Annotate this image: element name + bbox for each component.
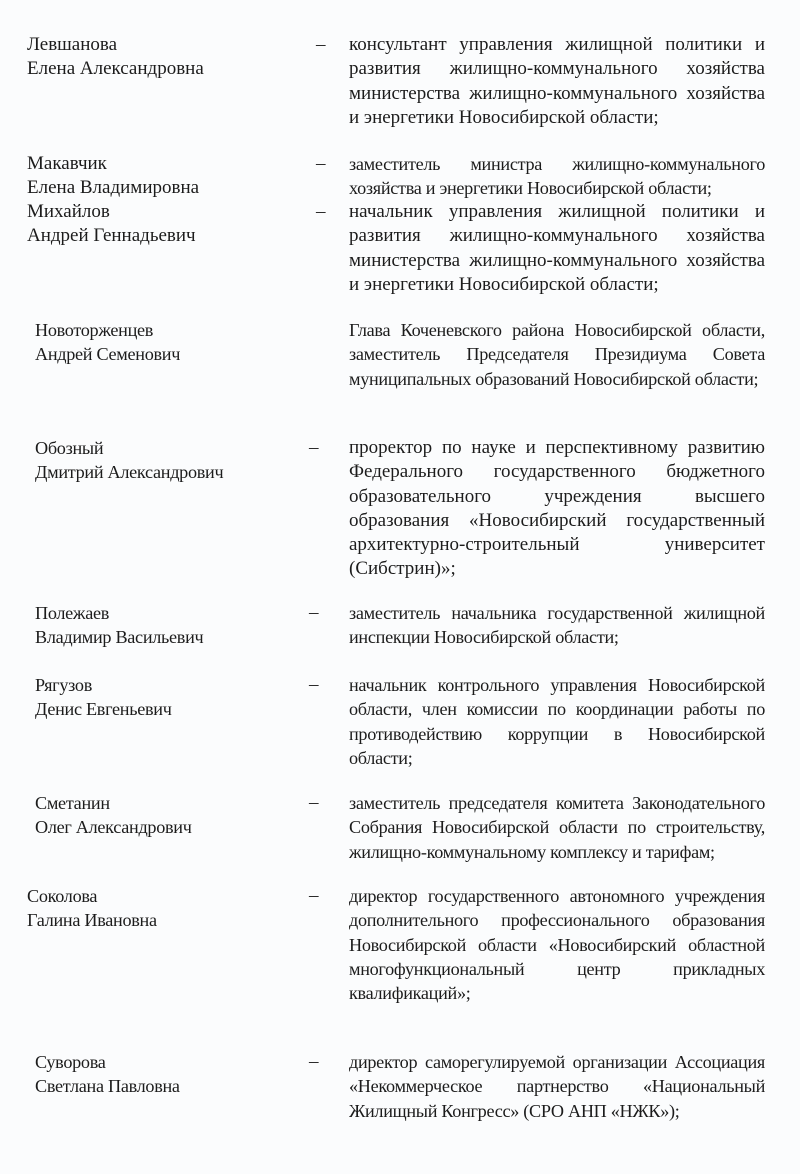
member-surname: Полежаев [35,603,110,623]
member-name [35,436,223,485]
member-name [27,33,204,82]
member-given-names: Андрей Геннадьевич [27,225,196,247]
member-name [27,200,196,249]
member-name [27,152,199,201]
member-given-names: Светлана Павловна [35,1076,180,1097]
member-position: директор государственного автономного учреждения дополнительного профессионального образования Новосибирской области «Новосибирский областной многофункциональный центр прикладных квалификаций»; [349,886,765,1004]
dash-separator: – [309,674,319,695]
dash-separator: – [309,437,319,458]
member-position: заместитель председателя комитета Законодательного Собрания Новосибирской области по строительству, жилищно-коммунальному комплексу и тарифам; [349,793,765,862]
member-name [35,673,172,722]
member-position: заместитель министра жилищно-коммунального хозяйства и энергетики Новосибирской области; [349,154,765,199]
member-position: проректор по науке и перспективному развитию Федерального государственного бюджетного образовательного учреждения высшего образования «Новосибирский государственный архитектурно-строительный университет (Сибстрин)»; [349,437,765,580]
member-position: консультант управления жилищной политики и развития жилищно-коммунального хозяйства министерства жилищно-коммунального хозяйства и энергетики Новосибирской области; [349,34,765,128]
member-name [35,1050,180,1099]
member-surname: Сметанин [35,793,110,813]
dash-separator: – [316,153,326,174]
dash-separator: – [309,792,319,813]
member-position: заместитель начальника государственной жилищной инспекции Новосибирской области; [349,603,765,648]
member-name [35,601,203,650]
member-given-names: Денис Евгеньевич [35,699,172,720]
member-given-names: Елена Владимировна [27,177,200,199]
member-given-names: Елена Александровна [27,58,204,80]
member-given-names: Олег Александрович [35,817,192,838]
dash-separator: – [309,885,319,906]
member-surname: Михайлов [27,201,110,222]
member-surname: Суворова [35,1052,106,1072]
member-name [35,318,180,367]
member-given-names: Дмитрий Александрович [35,462,224,483]
member-surname: Обозный [35,438,104,458]
dash-separator: – [316,201,326,222]
member-name [27,884,157,933]
member-position: начальник контрольного управления Новосибирской области, член комиссии по координации работы по противодействию коррупции в Новосибирской области; [349,675,765,768]
member-position: директор саморегулируемой организации Ассоциация «Некоммерческое партнерство «Национальный Жилищный Конгресс» (СРО АНП «НЖК»); [349,1052,765,1121]
member-position: начальник управления жилищной политики и развития жилищно-коммунального хозяйства министерства жилищно-коммунального хозяйства и энергетики Новосибирской области; [349,201,765,295]
member-surname: Рягузов [35,675,93,695]
member-surname: Новоторженцев [35,320,154,340]
member-given-names: Галина Ивановна [27,910,157,931]
dash-separator: – [316,34,326,55]
member-position: Глава Коченевского района Новосибирской области, заместитель Председателя Президиума Совета муниципальных образований Новосибирской области; [349,320,765,389]
member-given-names: Владимир Васильевич [35,627,204,648]
member-surname: Соколова [27,886,98,906]
member-surname: Левшанова [27,34,118,55]
dash-separator: – [309,1051,319,1072]
dash-separator: – [309,602,319,623]
member-surname: Макавчик [27,153,107,174]
member-given-names: Андрей Семенович [35,344,181,365]
member-name [35,791,192,840]
